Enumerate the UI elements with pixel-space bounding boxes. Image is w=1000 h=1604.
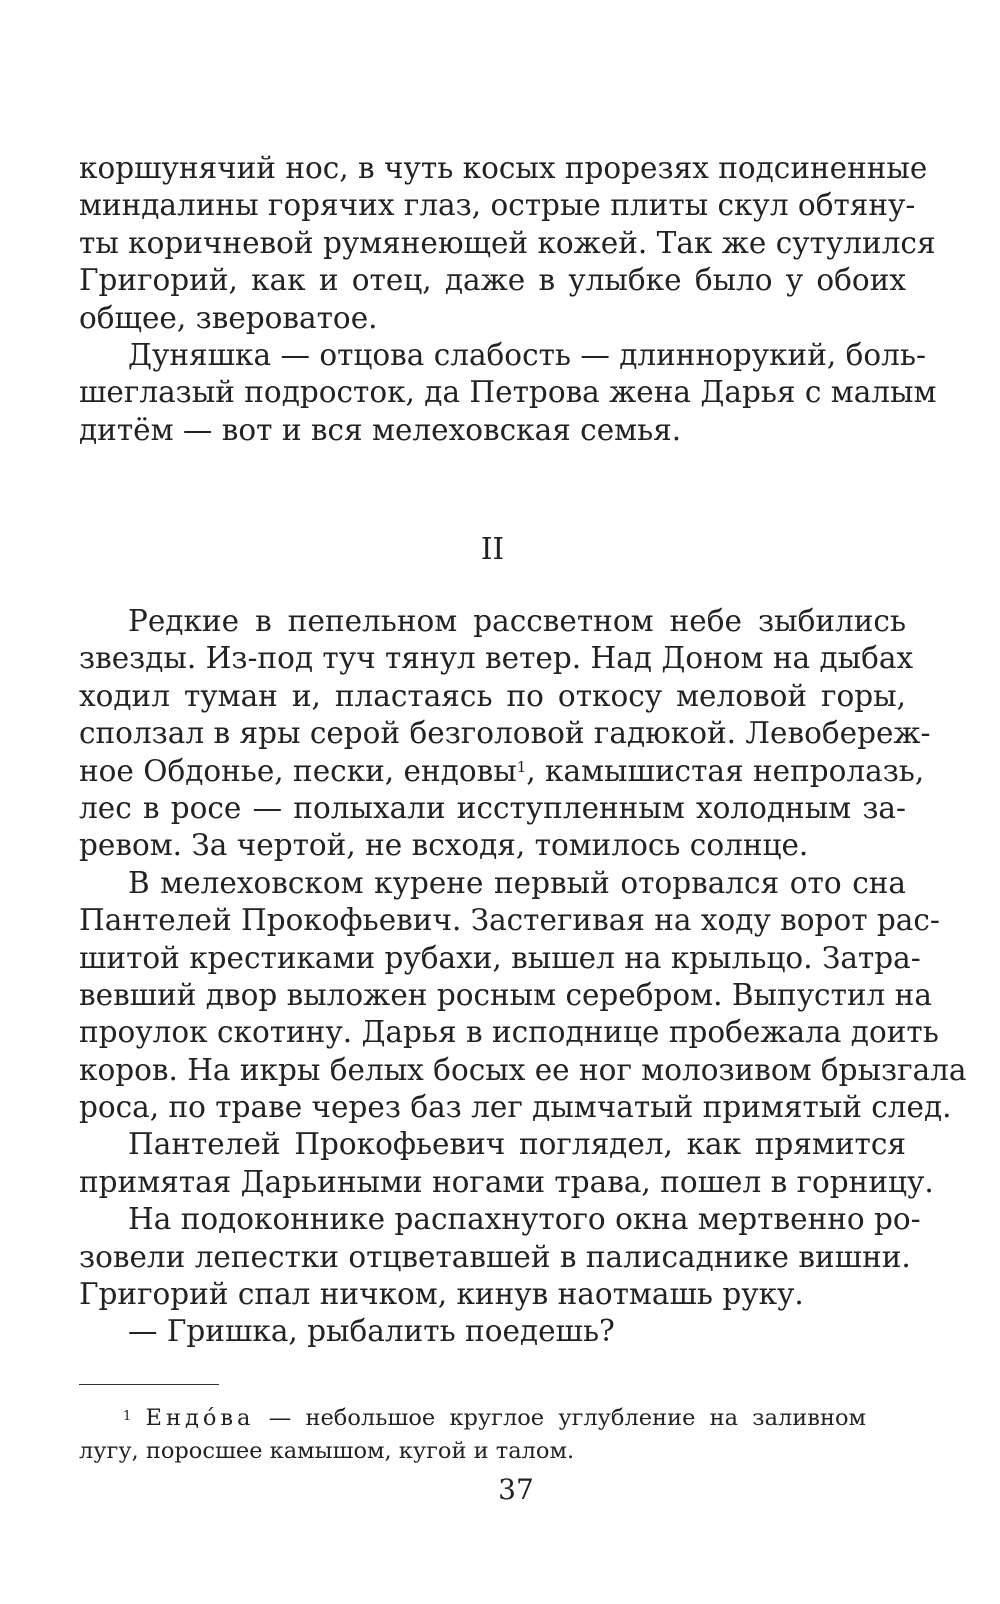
text-line: лес в росе — полыхали исступленным холодным за-: [79, 790, 906, 825]
text-line: примятая Дарьиными ногами трава, пошел в горницу.: [79, 1164, 934, 1199]
text-line: дитём — вот и вся мелеховская семья.: [79, 412, 682, 447]
paragraph: [79, 865, 967, 1127]
text-line: проулок скотину. Дарья в исподнице пробежала доить: [79, 1015, 939, 1050]
paragraph: [79, 1201, 921, 1313]
footnote-line: лугу, поросшее камышом, кугой и талом.: [79, 1438, 575, 1464]
text-line: ты коричневой румянеющей кожей. Так же сутулился: [79, 225, 936, 260]
text-line: роса, по траве через баз лег дымчатый примятый след.: [79, 1090, 952, 1125]
page-number: 37: [498, 1473, 534, 1506]
text-line: Григорий, как и отец, даже в улыбке было у обоих: [79, 263, 906, 298]
text-line: коров. На икры белых босых ее ног молозивом брызгала: [79, 1052, 967, 1087]
footnote-term: Ендóва: [145, 1405, 255, 1431]
page-body: [79, 150, 967, 1349]
text-line: Григорий спал ничком, кинув наотмашь руку.: [79, 1277, 804, 1312]
paragraph: [79, 1126, 934, 1201]
paragraph: [79, 337, 937, 449]
footnote-definition: — небольшое круглое углубление на заливном: [268, 1405, 866, 1431]
text-line: Редкие в пепельном рассветном небе зыбились: [128, 604, 906, 638]
text-line: Пантелей Прокофьевич поглядел, как прямится: [128, 1127, 906, 1162]
chapter-heading: II: [480, 532, 505, 566]
text-line: ходил туман и, пластаясь по откосу меловой горы,: [79, 678, 906, 713]
text-line: коршунячий нос, в чуть косых прорезях подсиненные: [79, 151, 928, 185]
footnote-divider: [79, 1384, 219, 1385]
footnote-reference[interactable]: 1: [516, 757, 527, 776]
text-line: вевший двор выложен росным серебром. Выпустил на: [79, 977, 932, 1012]
text-line: — Гришка, рыбалить поедешь?: [128, 1314, 615, 1349]
text-line: [79, 753, 925, 790]
text-line: В мелеховском курене первый оторвался ото сна: [128, 865, 906, 900]
text-fragment: ное Обдонье, пески, ендовы: [79, 753, 517, 788]
footnote: [79, 1402, 866, 1468]
paragraph: [79, 603, 931, 865]
text-line: зовели лепестки отцветавшей в палисаднике вишни.: [79, 1239, 911, 1274]
text-fragment: , камышистая непролазь,: [526, 753, 925, 788]
text-line: Дуняшка — отцова слабость — длиннорукий, боль-: [128, 337, 926, 372]
text-line: сползал в яры серой безголовой гадюкой. Левобереж-: [79, 716, 931, 751]
paragraph: [79, 1313, 906, 1350]
text-line: ревом. За чертой, не всходя, томилось солнце.: [79, 828, 809, 863]
footnote-line: [79, 1402, 866, 1435]
text-line: шеглазый подросток, да Петрова жена Дарья с малым: [79, 375, 937, 410]
text-line: На подоконнике распахнутого окна мертвенно ро-: [128, 1202, 921, 1237]
paragraph: [79, 150, 936, 337]
chapter-text: [79, 603, 967, 1351]
text-line: шитой крестиками рубахи, вышел на крыльцо. Затра-: [79, 940, 921, 975]
text-line: миндалины горячих глаз, острые плиты скул обтяну-: [79, 188, 916, 223]
text-line: общее, звероватое.: [79, 300, 378, 335]
text-line: Пантелей Прокофьевич. Застегивая на ходу ворот рас-: [79, 903, 940, 938]
footnote-marker: 1: [123, 1409, 132, 1424]
text-line: звезды. Из-под туч тянул ветер. Над Доном на дыбах: [79, 641, 914, 676]
